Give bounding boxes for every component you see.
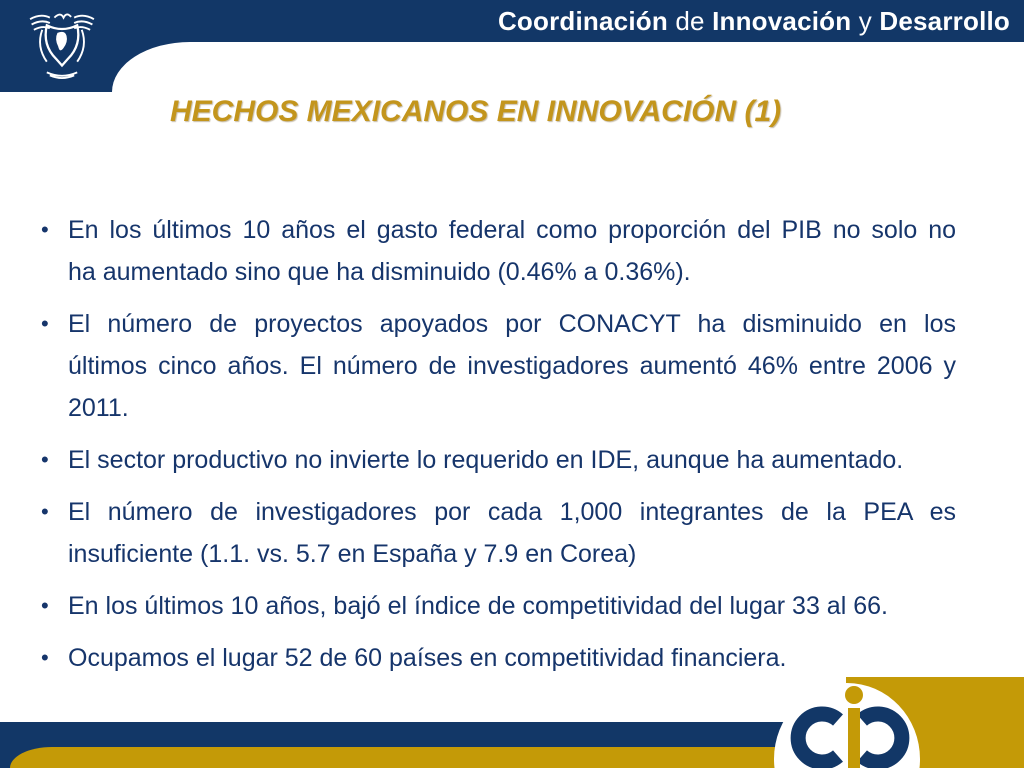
bullet-item [40,303,956,429]
bullet-list [40,209,956,689]
header-title-word: Desarrollo [879,6,1010,36]
slide-title: HECHOS MEXICANOS EN INNOVACIÓN (1) [170,95,782,128]
bullet-line: 2011. [68,394,129,422]
header-bar [0,0,1024,92]
bullet-line: El número de proyectos apoyados por CONACYT ha disminuido en los [68,310,956,338]
bullet-line: insuficiente (1.1. vs. 5.7 en España y 7.9 en Corea) [68,540,637,568]
bullet-marker: • [41,499,49,524]
cid-logo-icon [780,678,920,768]
bullet-line: El número de investigadores por cada 1,000 integrantes de la PEA es [68,498,956,526]
bullet-marker: • [41,447,49,472]
bullet-marker: • [41,217,49,242]
header-curve-shape [112,42,1024,92]
header-title-word: Coordinación [497,6,668,36]
bullet-item [40,585,956,627]
header-title-word: Innovación [712,6,852,36]
header-title [498,0,1010,42]
header-title-word: y [851,6,880,36]
bullet-item [40,491,956,575]
bullet-item [40,209,956,293]
bullet-line: Ocupamos el lugar 52 de 60 países en competitividad financiera. [68,644,787,672]
bullet-item [40,637,956,679]
bullet-line: ha aumentado sino que ha disminuido (0.46% a 0.36%). [68,258,691,286]
header-title-word: de [667,6,713,36]
unam-escudo-icon [24,7,100,83]
bullet-marker: • [41,593,49,618]
bullet-line: En los últimos 10 años, bajó el índice de competitividad del lugar 33 al 66. [68,592,888,620]
bullet-line: En los últimos 10 años el gasto federal como proporción del PIB no solo no [68,216,956,244]
bullet-item [40,439,956,481]
bullet-marker: • [41,311,49,336]
bullet-line: El sector productivo no invierte lo requerido en IDE, aunque ha aumentado. [68,446,904,474]
bullet-line: últimos cinco años. El número de investigadores aumentó 46% entre 2006 y [68,352,956,380]
bullet-marker: • [41,645,49,670]
